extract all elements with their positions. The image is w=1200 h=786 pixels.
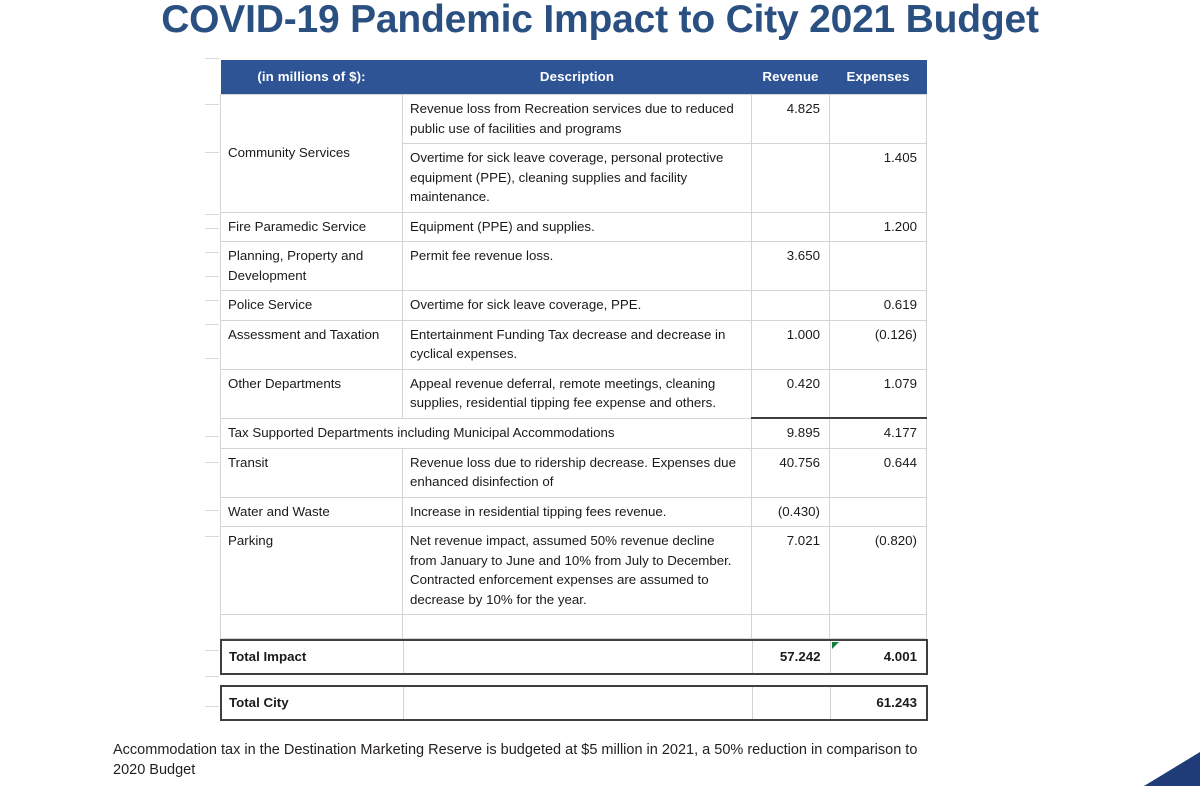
table-row <box>221 95 927 144</box>
comment-marker-icon <box>832 642 839 649</box>
cell-revenue <box>752 291 830 321</box>
cell-department: Police Service <box>221 291 403 321</box>
cell-total-impact-expenses <box>830 640 927 674</box>
spreadsheet-row-gridline-marks <box>205 58 219 723</box>
cell-department: Community Services <box>221 95 403 213</box>
cell-expenses: (0.126) <box>830 320 927 369</box>
cell-expenses: (0.820) <box>830 527 927 615</box>
cell-description: Overtime for sick leave coverage, personal protective equipment (PPE), cleaning supplies and facility maintenance. <box>403 144 752 213</box>
table-row <box>221 369 927 418</box>
cell-revenue <box>752 144 830 213</box>
cell-subtotal-revenue: 9.895 <box>752 418 830 448</box>
cell-expenses: 1.405 <box>830 144 927 213</box>
cell-revenue: 3.650 <box>752 242 830 291</box>
cell-department: Other Departments <box>221 369 403 418</box>
cell-revenue: 7.021 <box>752 527 830 615</box>
cell-revenue <box>752 212 830 242</box>
cell-description: Entertainment Funding Tax decrease and decrease in cyclical expenses. <box>403 320 752 369</box>
table-subtotal-row <box>221 418 927 448</box>
column-header-description: Description <box>403 60 752 95</box>
column-header-department: (in millions of $): <box>221 60 403 95</box>
table-header-row <box>221 60 927 95</box>
table-row <box>221 320 927 369</box>
table-row <box>221 291 927 321</box>
table-row <box>221 497 927 527</box>
cell-description: Appeal revenue deferral, remote meetings, cleaning supplies, residential tipping fee expense and others. <box>403 369 752 418</box>
table-row <box>221 527 927 615</box>
cell-department: Water and Waste <box>221 497 403 527</box>
corner-accent-triangle <box>1144 752 1200 786</box>
cell-expenses: 1.079 <box>830 369 927 418</box>
cell-total-city-revenue <box>752 686 830 720</box>
cell-department: Fire Paramedic Service <box>221 212 403 242</box>
page-title: COVID-19 Pandemic Impact to City 2021 Budget <box>161 0 1039 41</box>
cell-description: Revenue loss from Recreation services due to reduced public use of facilities and programs <box>403 95 752 144</box>
cell-revenue: (0.430) <box>752 497 830 527</box>
cell-expenses: 0.619 <box>830 291 927 321</box>
cell-description: Equipment (PPE) and supplies. <box>403 212 752 242</box>
cell-description: Net revenue impact, assumed 50% revenue decline from January to June and 10% from July to December. Contracted enforcement expenses are assumed to decrease by 10% for the year. <box>403 527 752 615</box>
cell-spacer <box>403 615 752 639</box>
cell-expenses <box>830 497 927 527</box>
total-impact-table <box>220 639 928 675</box>
table-spacer-row <box>221 615 927 639</box>
cell-expenses <box>830 95 927 144</box>
footnote-text: Accommodation tax in the Destination Marketing Reserve is budgeted at $5 million in 2021, a 50% reduction in comparison to 2020 Budget <box>113 742 918 778</box>
cell-spacer <box>830 615 927 639</box>
cell-revenue: 40.756 <box>752 448 830 497</box>
cell-department: Assessment and Taxation <box>221 320 403 369</box>
table-row <box>221 242 927 291</box>
cell-department: Transit <box>221 448 403 497</box>
cell-description: Permit fee revenue loss. <box>403 242 752 291</box>
cell-description: Increase in residential tipping fees revenue. <box>403 497 752 527</box>
cell-department: Planning, Property and Development <box>221 242 403 291</box>
cell-description: Revenue loss due to ridership decrease. Expenses due enhanced disinfection of <box>403 448 752 497</box>
cell-total-city-expenses: 61.243 <box>830 686 927 720</box>
cell-total-impact-expenses-value: 4.001 <box>883 649 917 664</box>
cell-department: Parking <box>221 527 403 615</box>
cell-subtotal-label: Tax Supported Departments including Municipal Accommodations <box>221 418 752 448</box>
cell-revenue: 0.420 <box>752 369 830 418</box>
cell-expenses: 1.200 <box>830 212 927 242</box>
total-city-row <box>221 686 927 720</box>
table-row <box>221 212 927 242</box>
table-body <box>221 95 927 639</box>
cell-total-impact-description <box>403 640 752 674</box>
total-city-table <box>220 685 928 721</box>
table-header <box>221 60 927 95</box>
column-header-revenue: Revenue <box>752 60 830 95</box>
cell-total-impact-revenue: 57.242 <box>752 640 830 674</box>
budget-impact-table-wrap <box>220 60 926 721</box>
cell-spacer <box>752 615 830 639</box>
cell-revenue: 4.825 <box>752 95 830 144</box>
cell-revenue: 1.000 <box>752 320 830 369</box>
cell-total-city-label: Total City <box>221 686 403 720</box>
total-impact-row <box>221 640 927 674</box>
cell-expenses <box>830 242 927 291</box>
cell-spacer <box>221 615 403 639</box>
cell-expenses: 0.644 <box>830 448 927 497</box>
cell-total-impact-label: Total Impact <box>221 640 403 674</box>
cell-total-city-description <box>403 686 752 720</box>
column-header-expenses: Expenses <box>830 60 927 95</box>
budget-impact-table <box>220 60 927 639</box>
totals-gap <box>220 675 926 685</box>
cell-subtotal-expenses: 4.177 <box>830 418 927 448</box>
table-row <box>221 448 927 497</box>
cell-description: Overtime for sick leave coverage, PPE. <box>403 291 752 321</box>
